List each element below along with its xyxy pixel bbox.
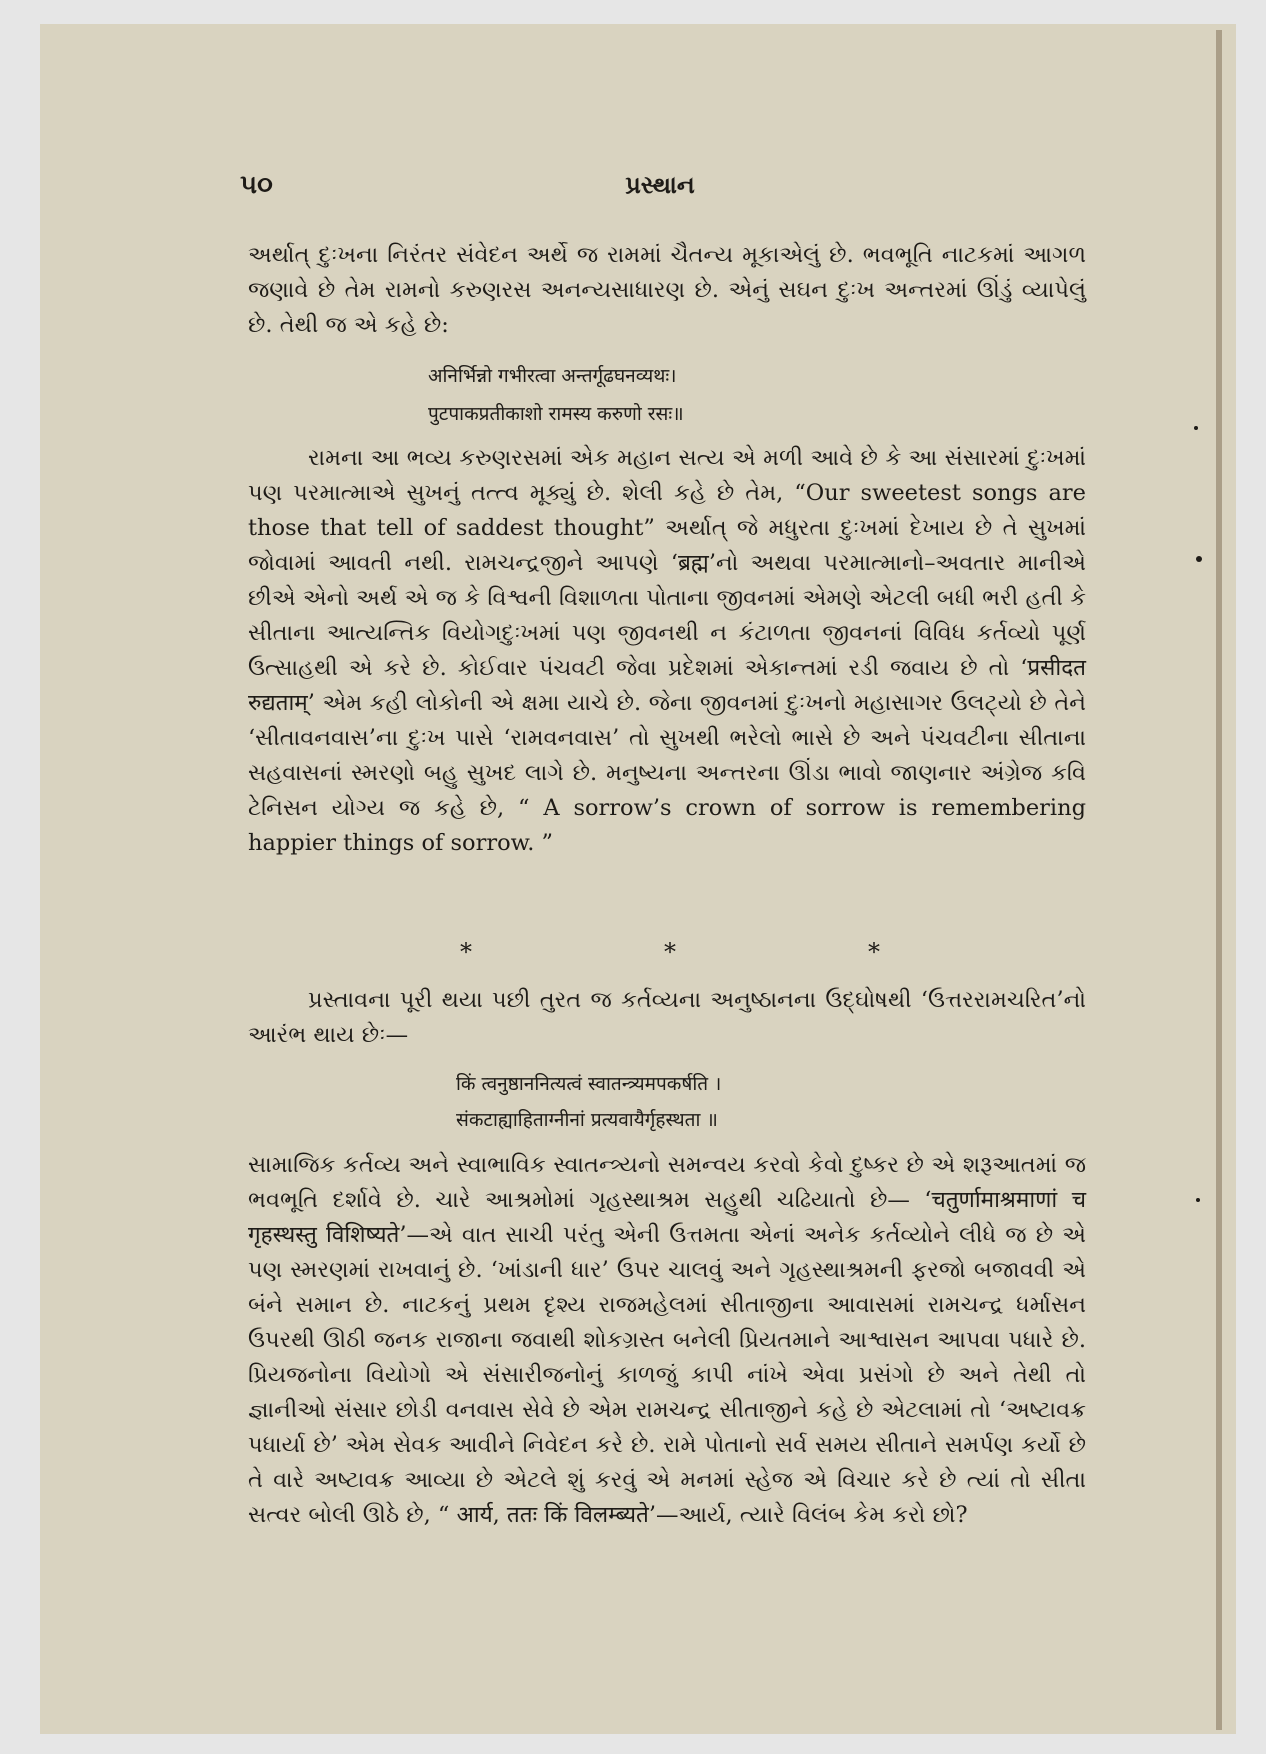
separator-star: * — [664, 938, 676, 966]
running-title: પ્રસ્થાન — [625, 170, 695, 199]
separator-star: * — [868, 938, 880, 966]
paragraph-1: અર્થાત્ દુઃખના નિરંતર સંવેદન અર્થે જ રામમાં ચૈતન્ય મૂકાએલું છે. ભવભૂતિ નાટકમાં આગળ જણાવે છે તેમ રામનો કરુણરસ અનન્યસાધારણ છે. એનું સઘન દુઃખ અન્તરમાં ઊંડું વ્યાપેલું છે. તેથી જ એ કહે છે: — [248, 242, 1086, 338]
separator-star: * — [460, 938, 472, 966]
paragraph-3: પ્રસ્તાવના પૂરી થયા પછી તુરત જ કર્તવ્યના અનુષ્ઠાનના ઉદ્ઘોષથી ‘ઉત્તરરામચરિત’નો આરંભ થાય છેઃ— — [248, 987, 1086, 1048]
page-header — [240, 170, 1080, 210]
paragraph-4: સામાજિક કર્તવ્ય અને સ્વાભાવિક સ્વાતન્ત્ર્યનો સમન્વય કરવો કેવો દુષ્કર છે એ શરૂઆતમાં જ ભવભૂતિ દર્શાવે છે. ચારે આશ્રમોમાં ગૃહસ્થાશ્રમ સહુથી ચઢિયાતો છે— ‘चतुर्णामाश्रमाणां च गृहस्थस्तु विशिष्यते’—એ વાત સાચી પરંતુ એની ઉત્તમતા એનાં અનેક કર્તવ્યોને લીધે જ છે એ પણ સ્મરણમાં રાખવાનું છે. ‘ખાંડાની ધાર’ ઉપર ચાલવું અને ગૃહસ્થાશ્રમની ફરજો બજાવવી એ બંને સમાન છે. નાટકનું પ્રથમ દૃશ્ય રાજમહેલમાં સીતાજીના આવાસમાં રામચન્દ્ર ધર્માસન ઉપરથી ઊઠી જનક રાજાના જવાથી શોકગ્રસ્ત બનેલી પ્રિયતમાને આશ્વાસન આપવા પધારે છે. પ્રિયજનોના વિયોગો એ સંસારીજનોનું કાળજું કાપી નાંખે એવા પ્રસંગો છે અને તેથી તો જ્ઞાનીઓ સંસાર છોડી વનવાસ સેવે છે એમ રામચન્દ્ર સીતાજીને કહે છે એટલામાં તો ‘અષ્ટાવક્ર પધાર્યા છે’ એમ સેવક આવીને નિવેદન કરે છે. રામે પોતાનો સર્વ સમય સીતાને સમર્પણ કર્યો છે તે વારે અષ્ટાવક્ર આવ્યા છે એટલે શું કરવું એ મનમાં સ્હેજ એ વિચાર કરે છે ત્યાં તો સીતા સત્વર બોલી ઊઠે છે, “ आर्य, ततः किं विलम्ब्यते’—આર્ય, ત્યારે વિલંબ કેમ કરો છો? — [248, 1152, 1086, 1528]
paragraph-2: રામના આ ભવ્ય કરુણરસમાં એક મહાન સત્ય એ મળી આવે છે કે આ સંસારમાં દુઃખમાં પણ પરમાત્માએ સુખનું તત્ત્વ મૂક્યું છે. શેલી કહે છે તેમ, “Our sweetest songs are those that tell of saddest thought” અર્થાત્ જે મધુરતા દુઃખમાં દેખાય છે તે સુખમાં જોવામાં આવતી નથી. રામચન્દ્રજીને આપણે ‘ब्रह्म’નો અથવા પરમાત્માનો–અવતાર માનીએ છીએ એનો અર્થ એ જ કે વિશ્વની વિશાળતા પોતાના જીવનમાં એમણે એટલી બધી ભરી હતી કે સીતાના આત્યન્તિક વિયોગદુઃખમાં પણ જીવનથી ન કંટાળતા જીવનનાં વિવિધ કર્તવ્યો પૂર્ણ ઉત્સાહથી એ કરે છે. કોઈવાર પંચવટી જેવા પ્રદેશમાં એકાન્તમાં રડી જવાય છે તો ‘प्रसीदत रुद्यताम्’ એમ કહી લોકોની એ ક્ષમા યાચે છે. જેના જીવનમાં દુઃખનો મહાસાગર ઉલટ્યો છે તેને ‘સીતાવનવાસ’ના દુઃખ પાસે ‘રામવનવાસ’ તો સુખથી ભરેલો ભાસે છે અને પંચવટીના સીતાના સહવાસનાં સ્મરણો બહુ સુખદ લાગે છે. મનુષ્યના અન્તરના ઊંડા ભાવો જાણનાર અંગ્રેજ કવિ ટેનિસન યોગ્ય જ કહે છે, “ A sorrow’s crown of sorrow is remembering happier things of sorrow. ” — [248, 445, 1086, 856]
verse-2-line-2: संकटाह्याहिताग्नीनां प्रत्यवायैर्गृहस्थता ॥ — [456, 1109, 718, 1131]
section-separator — [460, 938, 880, 966]
ink-speck — [1194, 426, 1198, 430]
verse-1-line-1: अनिर्भिन्नो गभीरत्वा अन्तर्गूढघनव्यथः। — [428, 365, 677, 387]
ink-speck — [1196, 556, 1202, 562]
verse-1-line-2: पुटपाकप्रतीकाशो रामस्य करुणो रसः॥ — [428, 403, 684, 425]
verse-2-line-1: किं त्वनुष्ठाननित्यत्वं स्वातन्त्र्यमपकर्षति । — [456, 1073, 722, 1095]
page-number: ૫૦ — [240, 170, 273, 200]
ink-speck — [1196, 1198, 1200, 1202]
